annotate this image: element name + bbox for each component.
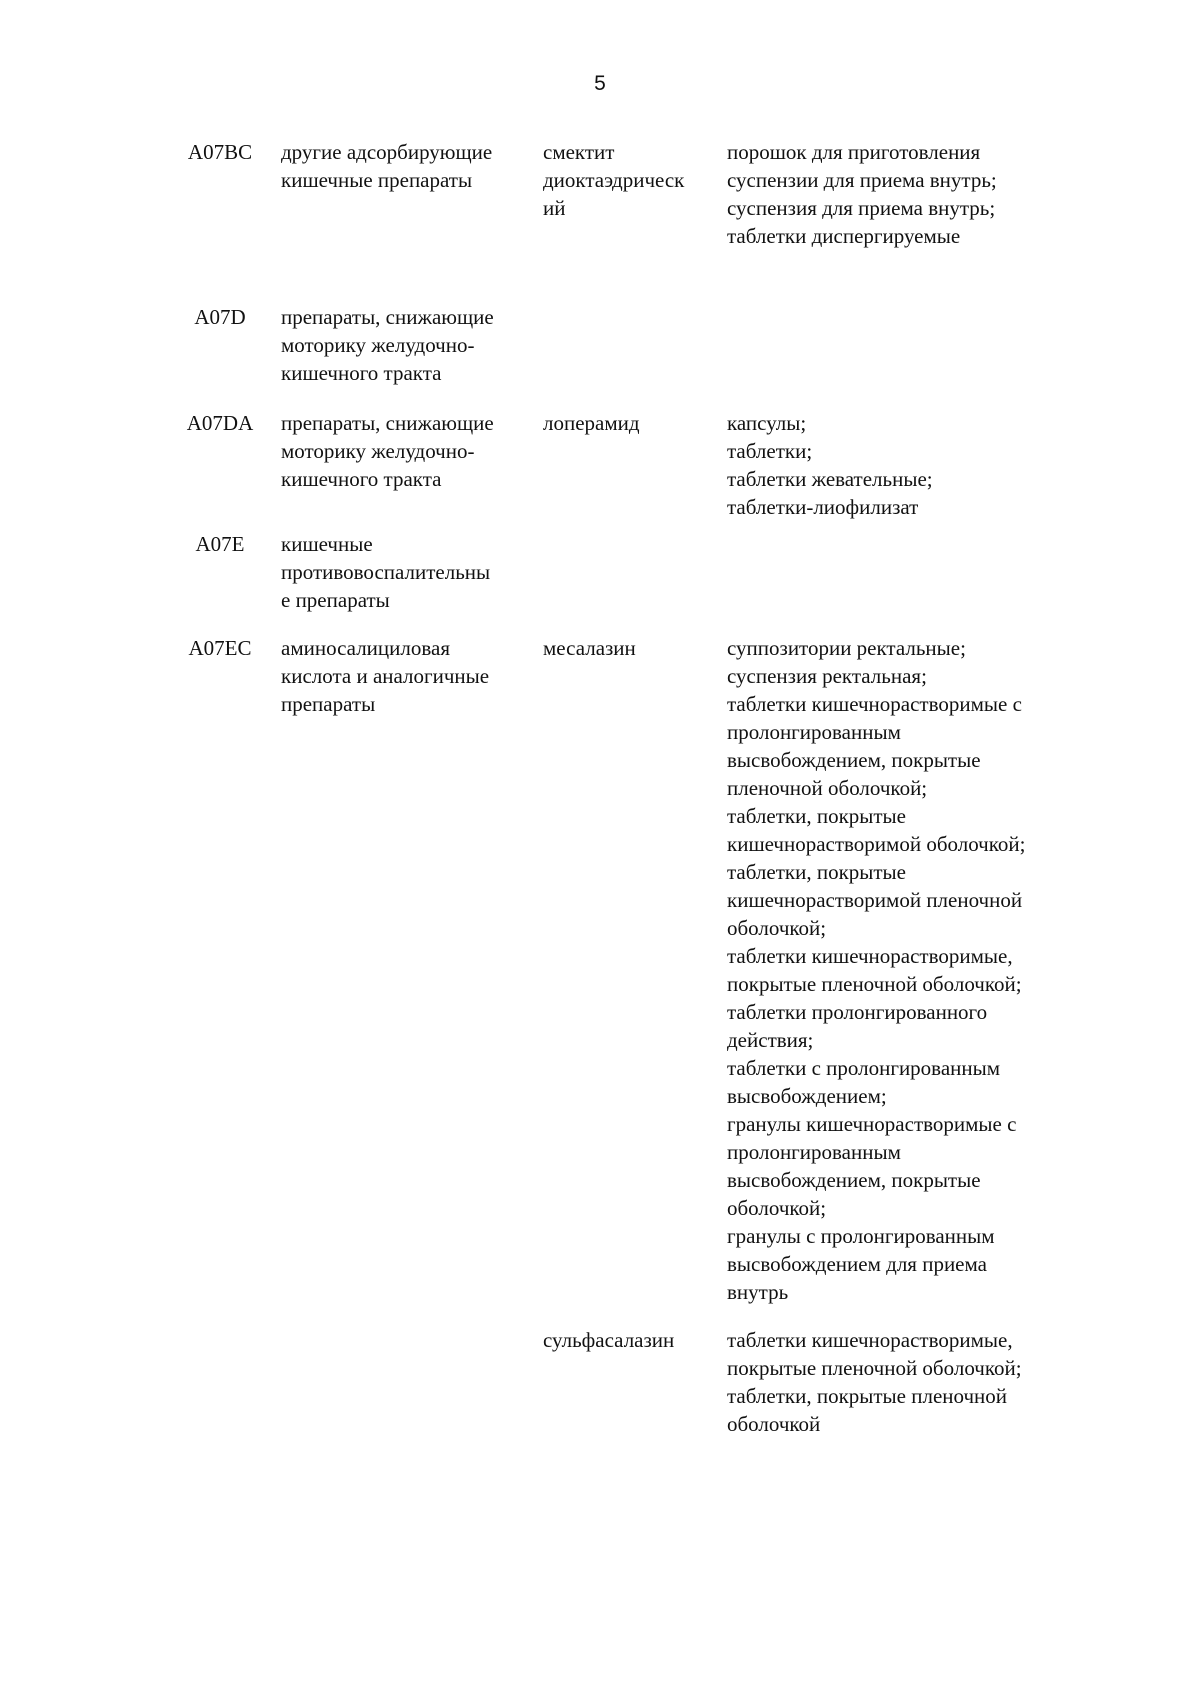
dosage-form-line: таблетки кишечнорастворимые, bbox=[727, 1328, 1013, 1352]
dosage-form-line: таблетки пролонгированного bbox=[727, 1000, 988, 1024]
dosage-form-line: гранулы с пролонгированным bbox=[727, 1224, 995, 1248]
dosage-form-line: суспензия для приема внутрь; bbox=[727, 196, 996, 220]
dosage-form-line: таблетки, покрытые bbox=[727, 860, 906, 884]
atc-code: A07EC bbox=[188, 636, 252, 660]
dosage-form-line: высвобождением для приема bbox=[727, 1252, 987, 1276]
group-line: препараты, снижающие bbox=[281, 411, 494, 435]
substance-line: смектит bbox=[543, 140, 615, 164]
group-line: моторику желудочно- bbox=[281, 333, 475, 357]
group-name bbox=[281, 138, 531, 194]
group-line: другие адсорбирующие bbox=[281, 140, 493, 164]
substance-name bbox=[543, 409, 718, 437]
dosage-form-line: таблетки кишечнорастворимые, bbox=[727, 944, 1013, 968]
dosage-form-line: суппозитории ректальные; bbox=[727, 636, 966, 660]
dosage-form-line: суспензия ректальная; bbox=[727, 664, 927, 688]
dosage-form-line: покрытые пленочной оболочкой; bbox=[727, 1356, 1022, 1380]
dosage-form-line: внутрь bbox=[727, 1280, 789, 1304]
atc-code: A07BC bbox=[187, 140, 253, 164]
atc-code: A07DA bbox=[186, 411, 254, 435]
dosage-form-line: кишечнорастворимой пленочной bbox=[727, 888, 1023, 912]
substance-line: лоперамид bbox=[543, 411, 640, 435]
dosage-form-line: таблетки жевательные; bbox=[727, 467, 933, 491]
table-row-a07e bbox=[180, 530, 1100, 634]
group-name bbox=[281, 530, 531, 614]
dosage-form-line: высвобождением, покрытые bbox=[727, 1168, 981, 1192]
dosage-forms bbox=[727, 409, 1100, 521]
dosage-form-line: таблетки, покрытые пленочной bbox=[727, 1384, 1008, 1408]
substance-name bbox=[543, 1326, 718, 1354]
group-line: противовоспалительны bbox=[281, 560, 491, 584]
dosage-forms bbox=[727, 138, 1100, 250]
dosage-form-line: таблетки диспергируемые bbox=[727, 224, 961, 248]
table-row-a07bc bbox=[180, 138, 1100, 303]
dosage-form-line: пролонгированным bbox=[727, 720, 901, 744]
dosage-forms bbox=[727, 634, 1100, 1306]
dosage-form-line: таблетки; bbox=[727, 439, 813, 463]
dosage-form-line: оболочкой bbox=[727, 1412, 821, 1436]
substance-line: месалазин bbox=[543, 636, 636, 660]
substance-line: ий bbox=[543, 196, 566, 220]
dosage-form-line: капсулы; bbox=[727, 411, 807, 435]
page-number: 5 bbox=[594, 72, 606, 95]
dosage-form-line: оболочкой; bbox=[727, 916, 827, 940]
dosage-form-line: пленочной оболочкой; bbox=[727, 776, 928, 800]
group-line: кишечного тракта bbox=[281, 467, 442, 491]
dosage-form-line: действия; bbox=[727, 1028, 814, 1052]
group-line: е препараты bbox=[281, 588, 390, 612]
table-row-sulfasalazine bbox=[180, 1326, 1100, 1446]
substance-name bbox=[543, 634, 718, 662]
table-row-a07d bbox=[180, 303, 1100, 409]
drug-classification-table bbox=[180, 138, 1100, 1446]
substance-line: диоктаэдрическ bbox=[543, 168, 685, 192]
substance-name bbox=[543, 138, 718, 222]
table-row-a07da bbox=[180, 409, 1100, 530]
dosage-form-line: высвобождением, покрытые bbox=[727, 748, 981, 772]
dosage-form-line: суспензии для приема внутрь; bbox=[727, 168, 997, 192]
dosage-form-line: таблетки кишечнорастворимые с bbox=[727, 692, 1022, 716]
atc-code: A07D bbox=[194, 305, 246, 329]
dosage-form-line: пролонгированным bbox=[727, 1140, 901, 1164]
dosage-form-line: покрытые пленочной оболочкой; bbox=[727, 972, 1022, 996]
dosage-form-line: гранулы кишечнорастворимые с bbox=[727, 1112, 1017, 1136]
dosage-form-line: оболочкой; bbox=[727, 1196, 827, 1220]
group-line: аминосалициловая bbox=[281, 636, 450, 660]
dosage-form-line: таблетки, покрытые bbox=[727, 804, 906, 828]
group-line: моторику желудочно- bbox=[281, 439, 475, 463]
group-line: кишечные bbox=[281, 532, 373, 556]
group-line: препараты, снижающие bbox=[281, 305, 494, 329]
dosage-form-line: таблетки-лиофилизат bbox=[727, 495, 919, 519]
group-line: кислота и аналогичные bbox=[281, 664, 490, 688]
group-name bbox=[281, 303, 531, 387]
dosage-form-line: высвобождением; bbox=[727, 1084, 887, 1108]
group-name bbox=[281, 634, 531, 718]
dosage-form-line: кишечнорастворимой оболочкой; bbox=[727, 832, 1026, 856]
dosage-forms bbox=[727, 1326, 1100, 1438]
group-line: кишечного тракта bbox=[281, 361, 442, 385]
substance-line: сульфасалазин bbox=[543, 1328, 675, 1352]
dosage-form-line: таблетки с пролонгированным bbox=[727, 1056, 1001, 1080]
table-row-a07ec bbox=[180, 634, 1100, 1326]
atc-code: A07E bbox=[195, 532, 245, 556]
dosage-form-line: порошок для приготовления bbox=[727, 140, 981, 164]
group-line: кишечные препараты bbox=[281, 168, 473, 192]
group-name bbox=[281, 409, 531, 493]
group-line: препараты bbox=[281, 692, 376, 716]
